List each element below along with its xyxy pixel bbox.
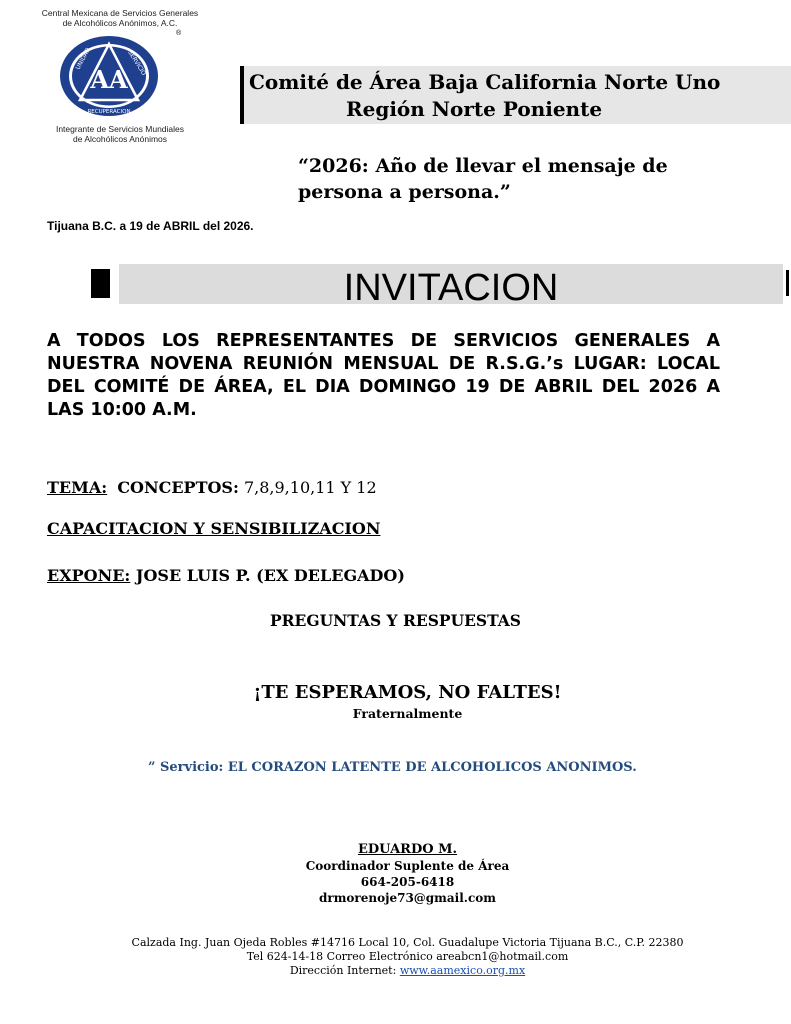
signature-block bbox=[0, 842, 791, 906]
footer-web-label: Dirección Internet: bbox=[289, 964, 397, 977]
signer-email: drmorenoje73@gmail.com bbox=[319, 891, 496, 905]
logo-center-text: AA bbox=[90, 65, 128, 94]
speaker-name: JOSE LUIS P. (EX DELEGADO) bbox=[135, 566, 405, 585]
tema-concepts-value: 7,8,9,10,11 Y 12 bbox=[243, 478, 377, 497]
document-date: Tijuana B.C. a 19 de ABRIL del 2026. bbox=[47, 219, 254, 233]
org-affiliation-line1: Integrante de Servicios Mundiales bbox=[55, 124, 185, 134]
logo-word-bottom: RECUPERACION bbox=[87, 109, 131, 115]
header-committee: Comité de Área Baja California Norte Uno bbox=[249, 70, 721, 94]
speaker-line bbox=[47, 566, 405, 585]
title-marker bbox=[91, 269, 110, 298]
org-affiliation-line2: de Alcohólicos Anónimos bbox=[72, 134, 168, 144]
footer-web bbox=[0, 964, 791, 978]
org-affiliation bbox=[30, 124, 210, 144]
year-motto bbox=[298, 153, 718, 205]
footer-contact: Tel 624-14-18 Correo Electrónico areabcn1@hotmail.com bbox=[246, 950, 569, 963]
website-link[interactable]: www.aamexico.org.mx bbox=[399, 964, 526, 977]
footer bbox=[0, 936, 791, 978]
logo-word-left: UNIDAD bbox=[74, 46, 92, 71]
motto-line1: “2026: Año de llevar el mensaje de bbox=[298, 155, 668, 177]
speaker-label: EXPONE: bbox=[47, 566, 131, 585]
logo-word-right: SERVICIO bbox=[126, 49, 148, 77]
header-region: Región Norte Poniente bbox=[346, 97, 603, 121]
signer-role: Coordinador Suplente de Área bbox=[305, 859, 510, 873]
motto-line2: persona a persona.” bbox=[298, 181, 511, 203]
training-heading: CAPACITACION Y SENSIBILIZACION bbox=[47, 519, 381, 538]
footer-address: Calzada Ing. Juan Ojeda Robles #14716 Local 10, Col. Guadalupe Victoria Tijuana B.C., C.P. 22380 bbox=[131, 936, 684, 949]
tema-label: TEMA: bbox=[47, 478, 108, 497]
org-name-top bbox=[30, 8, 210, 28]
closing-call: ¡TE ESPERAMOS, NO FALTES! bbox=[253, 682, 562, 703]
org-name-line1: Central Mexicana de Servicios Generales bbox=[41, 8, 199, 18]
signer-name: EDUARDO M. bbox=[357, 842, 458, 857]
qa-heading: PREGUNTAS Y RESPUESTAS bbox=[269, 611, 521, 630]
signer-phone: 664-205-6418 bbox=[360, 875, 455, 889]
service-slogan: ” Servicio: EL CORAZON LATENTE DE ALCOHOLICOS ANONIMOS. bbox=[148, 760, 637, 775]
title-bar-edge bbox=[786, 270, 789, 296]
page-title: INVITACION bbox=[343, 267, 559, 309]
closing-salutation: Fraternalmente bbox=[352, 706, 463, 721]
announcement-text: A TODOS LOS REPRESENTANTES DE SERVICIOS GENERALES A NUESTRA NOVENA REUNIÓN MENSUAL DE R.S.G.’s LUGAR: LOCAL DEL COMITÉ DE ÁREA, EL DIA DOMINGO 19 DE ABRIL DEL 2026 A LAS 10:00 A.M. bbox=[47, 331, 720, 420]
tema-line bbox=[47, 478, 377, 497]
org-name-line2: de Alcohólicos Anónimos, A.C. bbox=[62, 18, 178, 28]
tema-concepts-label: CONCEPTOS: bbox=[117, 478, 239, 497]
aa-logo-icon bbox=[58, 34, 160, 118]
registered-mark: ® bbox=[176, 30, 182, 37]
